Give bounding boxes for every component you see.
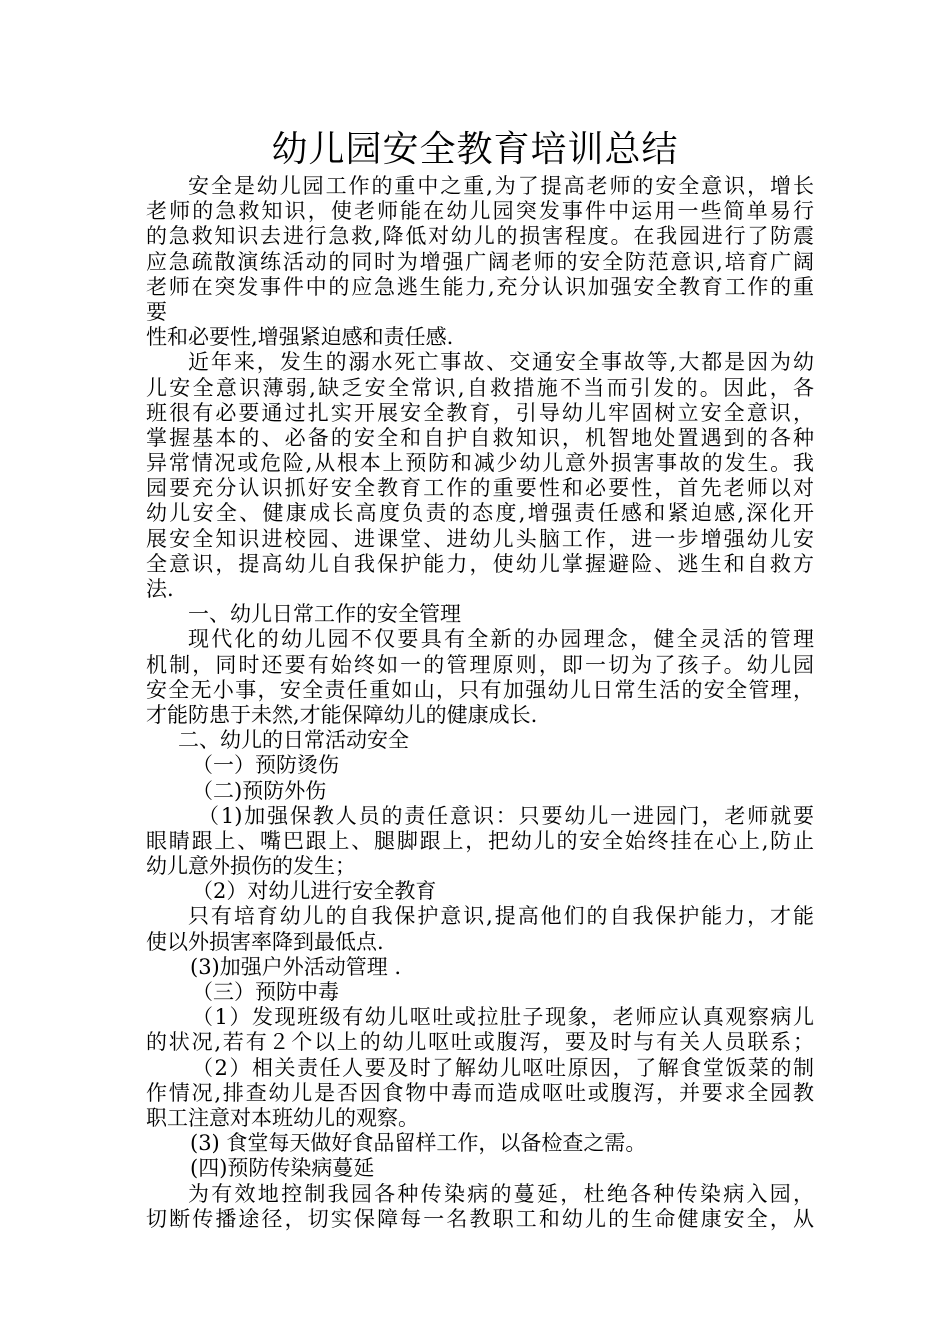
document-title: 幼儿园安全教育培训总结 xyxy=(271,129,679,170)
text-line: 眼睛跟上、嘴巴跟上、腿脚跟上，把幼儿的安全始终挂在心上,防止 xyxy=(146,828,814,853)
text-line: （1)加强保教人员的责任意识：只要幼儿一进园门，老师就要 xyxy=(198,803,814,828)
text-line: (3)加强户外活动管理 . xyxy=(190,954,402,979)
text-line: 机制，同时还要有始终如一的管理原则，即一切为了孩子。幼儿园 xyxy=(146,652,814,677)
text-line: (3) 食堂每天做好食品留样工作，以备检查之需。 xyxy=(190,1131,647,1156)
subsection-heading: （三）预防中毒 xyxy=(192,980,339,1004)
text-line: 异常情况或危险,从根本上预防和减少幼儿意外损害事故的发生。我 xyxy=(146,451,814,476)
text-line: 使以外损害率降到最低点. xyxy=(146,929,384,954)
text-line: 老师的急救知识，使老师能在幼儿园突发事件中运用一些简单易行 xyxy=(146,199,814,224)
text-line: 班很有必要通过扎实开展安全教育，引导幼儿牢固树立安全意识， xyxy=(146,400,814,425)
section-heading: 二、幼儿的日常活动安全 xyxy=(178,728,409,753)
text-line: 的状况,若有２个以上的幼儿呕吐或腹泻，要及时与有关人员联系； xyxy=(146,1030,814,1055)
subsection-heading: （一）预防烫伤 xyxy=(192,753,339,778)
text-line: 幼儿意外损伤的发生； xyxy=(146,854,356,879)
text-line: （1）发现班级有幼儿呕吐或拉肚子现象，老师应认真观察病儿 xyxy=(192,1005,814,1030)
text-line: 安全是幼儿园工作的重中之重,为了提高老师的安全意识，增长 xyxy=(188,174,814,198)
text-line: 性和必要性,增强紧迫感和责任感. xyxy=(146,325,454,350)
text-line: 幼儿安全、健康成长高度负责的态度,增强责任感和紧迫感,深化开 xyxy=(146,501,814,526)
text-line: 才能防患于未然,才能保障幼儿的健康成长. xyxy=(146,702,538,727)
text-line: 园要充分认识抓好安全教育工作的重要性和必要性，首先老师以对 xyxy=(146,476,814,501)
text-line: 应急疏散演练活动的同时为增强广阔老师的安全防范意识,培育广阔 xyxy=(146,249,814,274)
text-line: 安全无小事，安全责任重如山，只有加强幼儿日常生活的安全管理， xyxy=(146,677,814,702)
text-line: 儿安全意识薄弱,缺乏安全常识,自救措施不当而引发的。因此，各 xyxy=(146,375,814,400)
text-line: 老师在突发事件中的应急逃生能力,充分认识加强安全教育工作的重 xyxy=(146,274,814,299)
text-line: 切断传播途径，切实保障每一名教职工和幼儿的生命健康安全，从 xyxy=(146,1206,814,1231)
text-line: 展安全知识进校园、进课堂、进幼儿头脑工作，进一步增强幼儿安 xyxy=(146,526,814,551)
text-line: 近年来，发生的溺水死亡事故、交通安全事故等,大都是因为幼 xyxy=(188,350,814,375)
text-line: （2）相关责任人要及时了解幼儿呕吐原因，了解食堂饭菜的制 xyxy=(192,1055,814,1080)
text-line: 只有培育幼儿的自我保护意识,提高他们的自我保护能力，才能 xyxy=(188,904,814,929)
text-line: 掌握基本的、必备的安全和自护自救知识，机智地处置遇到的各种 xyxy=(146,425,814,450)
text-line: 为有效地控制我园各种传染病的蔓延，杜绝各种传染病入园， xyxy=(188,1181,814,1206)
text-line: 作情况,排查幼儿是否因食物中毒而造成呕吐或腹泻，并要求全园教 xyxy=(146,1080,814,1105)
text-line: 现代化的幼儿园不仅要具有全新的办园理念，健全灵活的管理 xyxy=(188,627,814,652)
subsection-heading: (四)预防传染病蔓延 xyxy=(190,1156,375,1181)
text-line: 法. xyxy=(146,577,174,601)
text-line: 的急救知识去进行急救,降低对幼儿的损害程度。在我园进行了防震 xyxy=(146,224,814,249)
text-line: 职工注意对本班幼儿的观察。 xyxy=(146,1105,419,1130)
document-body xyxy=(146,174,814,1232)
text-line: 全意识，提高幼儿自我保护能力，使幼儿掌握避险、逃生和自救方 xyxy=(146,551,814,576)
subsection-heading: （2）对幼儿进行安全教育 xyxy=(192,879,437,904)
text-line: 要 xyxy=(146,299,167,324)
section-heading: 一、幼儿日常工作的安全管理 xyxy=(188,602,461,627)
subsection-heading: （二)预防外伤 xyxy=(192,778,327,803)
